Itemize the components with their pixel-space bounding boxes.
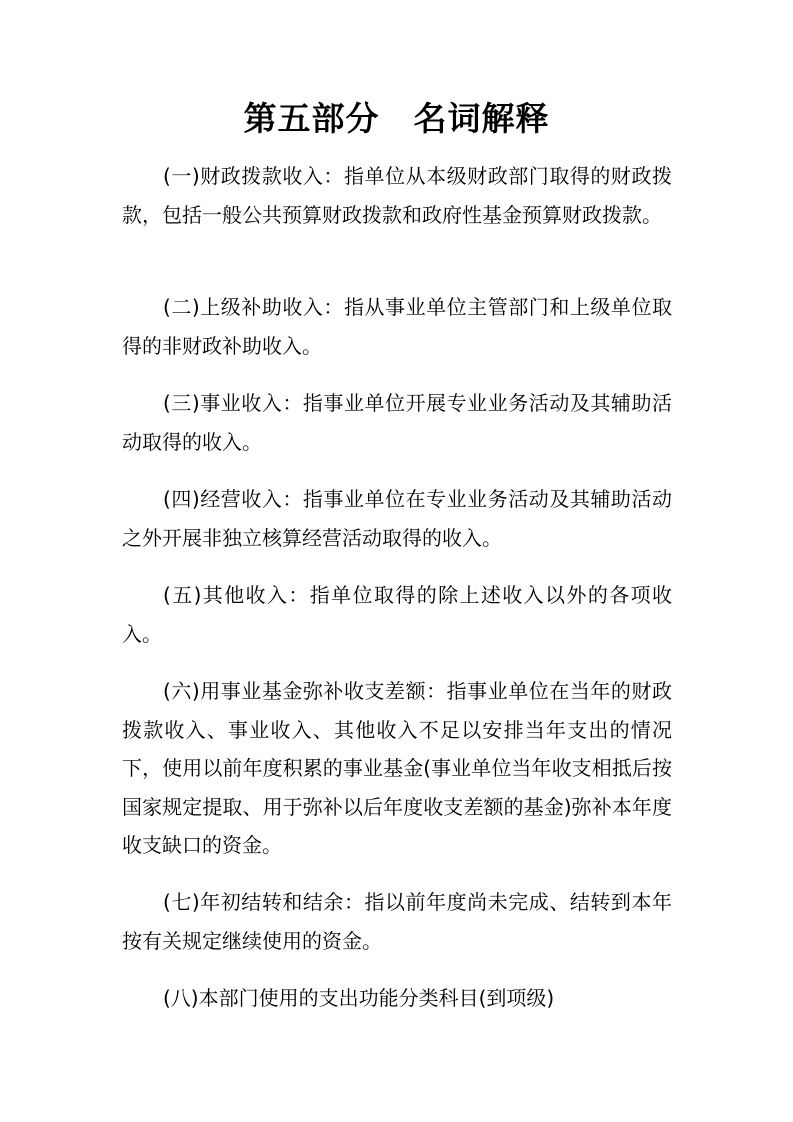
paragraph-operating-income: (四)经营收入：指事业单位在专业业务活动及其辅助活动之外开展非独立核算经营活动取得的收入。: [122, 487, 672, 550]
paragraph-other-income: (五)其他收入：指单位取得的除上述收入以外的各项收入。: [122, 583, 672, 646]
paragraph-superior-subsidy-income: (二)上级补助收入：指从事业单位主管部门和上级单位取得的非财政补助收入。: [122, 295, 672, 358]
paragraph-fiscal-appropriation-income: (一)财政拨款收入：指单位从本级财政部门取得的财政拨款，包括一般公共预算财政拨款和政府性基金预算财政拨款。: [122, 164, 672, 227]
paragraph-business-fund-offset: (六)用事业基金弥补收支差额：指事业单位在当年的财政拨款收入、事业收入、其他收入不足以安排当年支出的情况下，使用以前年度积累的事业基金(事业单位当年收支相抵后按国家规定提取、用于弥补以后年度收支差额的基金)弥补本年度收支缺口的资金。: [122, 679, 672, 857]
paragraph-expenditure-classification: (八)本部门使用的支出功能分类科目(到项级): [163, 986, 555, 1010]
page-title: 第五部分 名词解释: [243, 99, 550, 138]
paragraph-carryover-balance: (七)年初结转和结余：指以前年度尚未完成、结转到本年按有关规定继续使用的资金。: [122, 890, 672, 953]
paragraph-business-income: (三)事业收入：指事业单位开展专业业务活动及其辅助活动取得的收入。: [122, 391, 672, 454]
